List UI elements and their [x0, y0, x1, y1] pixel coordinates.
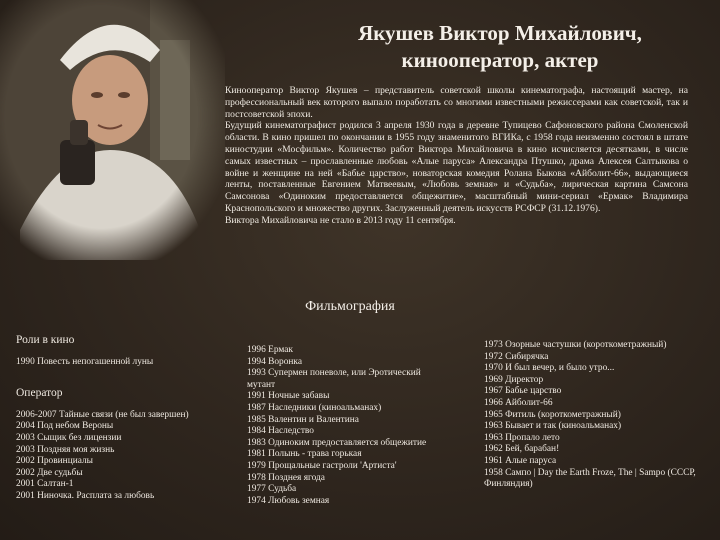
list-item: 1963 Бывает и так (киноальманах) [484, 421, 622, 432]
bio-paragraph: Будущий кинематографист родился 3 апреля 1930 года в деревне Тупицево Сафоновского района Смоленской области. В кино пришел по окончании в 1955 году знаменитого ВГИКа, с 1958 года неизменно состоял в штате киностудии «Мосфильм». Количество работ Виктора Михайловича в кино исчисляется десятками, в числе самых известных – прославленные любовь «Алые паруса» Александра Птушко, драма Алексея Салтыкова о войне и женщине на ней «Бабье царство», новаторская комедия Ролана Быкова «Айболит-66», выдающиеся ленты, поставленные Евгением Матвеевым, «Любовь земная» и «Судьба», лирическая картина Самсона Самсонова «Одиноким предоставляется общежитие», масштабный мини-сериал «Ермак» Владимира Краснопольского и множество других. Заслуженный деятель искусств РСФСР (31.12.1976). [225, 120, 688, 214]
portrait-illustration [0, 0, 225, 260]
list-item: 1991 Ночные забавы [247, 391, 330, 402]
list-item: 1984 Наследство [247, 426, 314, 437]
roles-heading: Роли в кино [16, 334, 75, 346]
list-item: 1973 Озорные частушки (короткометражный) [484, 340, 667, 350]
list-item: 1969 Директор [484, 374, 544, 385]
list-item: 1966 Айболит-66 [484, 397, 553, 408]
title-line-1: Якушев Виктор Михайлович, [358, 21, 642, 45]
filmography-title: Фильмография [305, 299, 395, 314]
list-item: 1958 Сампо | Day the Earth Froze, The | Sampo (СССР, Финляндия) [484, 467, 699, 490]
biography-text [225, 85, 688, 227]
list-item: 1965 Фитиль (короткометражный) [484, 409, 621, 420]
list-item: 2004 Под небом Вероны [16, 421, 114, 432]
list-item: 1985 Валентин и Валентина [247, 414, 359, 425]
list-item: 1974 Любовь земная [247, 495, 330, 506]
portrait-photo [0, 0, 225, 260]
roles-list [16, 357, 228, 369]
list-item: 2003 Сыщик без лицензии [16, 432, 122, 443]
list-item: 1977 Судьба [247, 484, 297, 495]
list-item: 1987 Наследники (киноальманах) [247, 402, 382, 413]
filmography-left-column [16, 335, 228, 513]
page-title [300, 20, 700, 74]
list-item: 1981 Полынь - трава горькая [247, 449, 362, 460]
list-item: 1990 Повесть непогашенной луны [16, 356, 154, 367]
list-item: 1967 Бабье царство [484, 386, 562, 397]
list-item: 1994 Воронка [247, 356, 303, 367]
list-item: 2003 Поздняя моя жизнь [16, 444, 115, 455]
list-item: 1961 Алые паруса [484, 455, 557, 466]
filmography-middle-column [247, 345, 447, 507]
title-line-2: кинооператор, актер [401, 48, 599, 72]
list-item: 1962 Бей, барабан! [484, 444, 560, 455]
list-item: 1972 Сибирячка [484, 351, 549, 362]
list-item: 2006-2007 Тайные связи (не был завершен) [16, 409, 189, 420]
list-item: 1978 Позднея ягода [247, 472, 325, 483]
operator-heading: Оператор [16, 387, 63, 400]
operator-list [16, 410, 228, 503]
bio-paragraph: Кинооператор Виктор Якушев – представитель советской школы кинематографа, настоящий мастер, на профессиональный век которого выпало поработать со многими известными режиссерами как советской, так и постсоветской эпохи. [225, 85, 688, 120]
list-item: 1963 Пропало лето [484, 432, 560, 443]
list-item: 1979 Прощальные гастроли 'Артиста' [247, 460, 397, 471]
list-item: 1983 Одиноким предоставляется общежитие [247, 437, 427, 448]
bio-paragraph: Виктора Михайловича не стало в 2013 году 11 сентября. [225, 214, 456, 226]
list-item: 1996 Ермак [247, 345, 293, 355]
list-item: 1970 И был вечер, и было утро... [484, 363, 615, 374]
filmography-right-column [484, 340, 709, 491]
list-item: 1993 Супермен поневоле, или Эротический мутант [247, 368, 424, 390]
list-item: 2001 Салтан-1 [16, 479, 74, 490]
list-item: 2001 Ниночка. Расплата за любовь [16, 490, 155, 501]
list-item: 2002 Провинциалы [16, 456, 93, 467]
list-item: 2002 Две судьбы [16, 467, 83, 478]
